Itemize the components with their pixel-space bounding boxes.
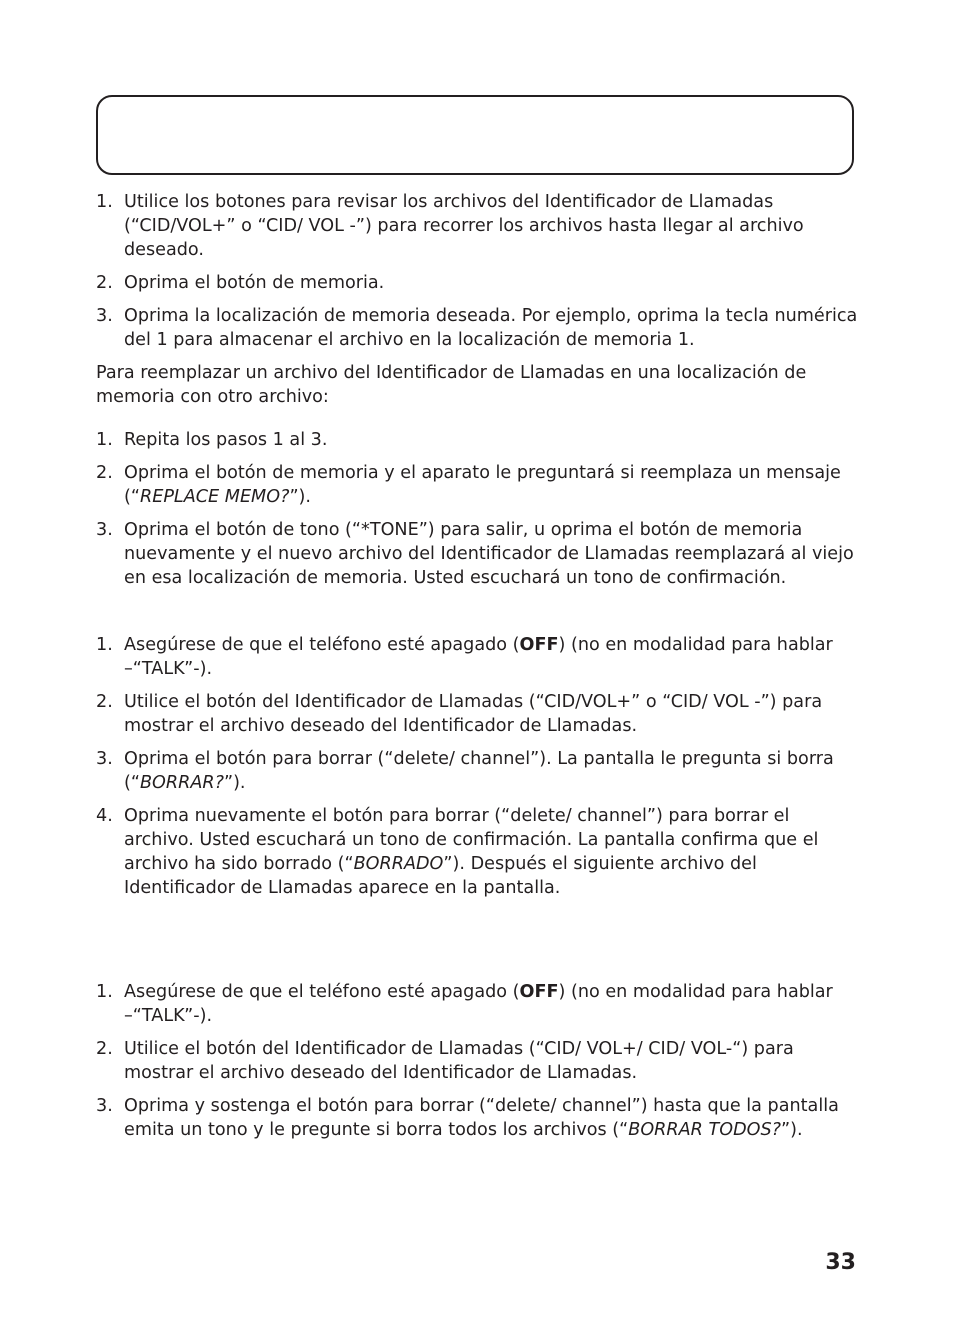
store-steps-list <box>96 190 858 352</box>
list-item <box>96 804 858 900</box>
list-item <box>96 461 858 509</box>
step-text-end: ”). <box>289 487 312 507</box>
list-item <box>96 747 858 795</box>
step-number: 3. <box>96 1096 113 1116</box>
step-number: 1. <box>96 982 113 1002</box>
step-number: 2. <box>96 1039 113 1059</box>
step-text: Oprima el botón de memoria. <box>124 273 385 293</box>
step-number: 2. <box>96 273 113 293</box>
step-number: 1. <box>96 192 113 212</box>
step-text: Oprima el botón de tono (“*TONE”) para salir, u oprima el botón de memoria nuevamente y el nuevo archivo del Identificador de Llamadas reemplazará al viejo en esa localización de memoria. Usted escuchará un tono de confirmación. <box>124 520 854 588</box>
display-message: BORRADO <box>353 854 444 874</box>
list-item <box>96 1037 858 1085</box>
display-message: REPLACE MEMO? <box>139 487 290 507</box>
list-item <box>96 633 858 681</box>
step-text: Utilice el botón del Identificador de Llamadas (“CID/VOL+” o “CID/ VOL -”) para mostrar el archivo deseado del Identificador de Llamadas. <box>124 692 823 736</box>
step-number: 4. <box>96 806 113 826</box>
list-item <box>96 980 858 1028</box>
display-message: BORRAR TODOS? <box>628 1120 781 1140</box>
list-item <box>96 190 858 262</box>
list-item <box>96 690 858 738</box>
step-text-end: ) (no en modalidad para hablar –“TALK”-). <box>124 635 833 679</box>
step-number: 3. <box>96 306 113 326</box>
display-message: BORRAR? <box>139 773 224 793</box>
section-gap <box>96 909 858 980</box>
page-content <box>96 190 858 1151</box>
step-number: 2. <box>96 463 113 483</box>
off-label: OFF <box>519 982 559 1002</box>
step-number: 3. <box>96 749 113 769</box>
step-text: Repita los pasos 1 al 3. <box>124 430 328 450</box>
step-text-end: ”). Después el siguiente archivo del Identificador de Llamadas aparece en la pantalla. <box>124 854 757 898</box>
step-number: 3. <box>96 520 113 540</box>
header-box <box>96 95 854 175</box>
page-number: 33 <box>825 1250 856 1275</box>
list-item <box>96 428 858 452</box>
step-number: 1. <box>96 430 113 450</box>
step-text: Utilice los botones para revisar los archivos del Identificador de Llamadas (“CID/VOL+” o “CID/ VOL -”) para recorrer los archivos hasta llegar al archivo deseado. <box>124 192 804 260</box>
step-text: Oprima la localización de memoria deseada. Por ejemplo, oprima la tecla numérica del 1 para almacenar el archivo en la localización de memoria 1. <box>124 306 858 350</box>
step-text-end: ) (no en modalidad para hablar –“TALK”-). <box>124 982 833 1026</box>
step-text-start: Asegúrese de que el teléfono esté apagado ( <box>124 635 520 655</box>
step-text-end: ”). <box>780 1120 803 1140</box>
off-label: OFF <box>519 635 559 655</box>
step-text-end: ”). <box>223 773 246 793</box>
step-text-start: Oprima el botón para borrar (“delete/ channel”). La pantalla le pregunta si borra (“ <box>124 749 834 793</box>
step-text-start: Oprima y sostenga el botón para borrar (“delete/ channel”) hasta que la pantalla emita un tono y le pregunte si borra todos los archivos (“ <box>124 1096 839 1140</box>
step-number: 2. <box>96 692 113 712</box>
step-text: Utilice el botón del Identificador de Llamadas (“CID/ VOL+/ CID/ VOL-“) para mostrar el archivo deseado del Identificador de Llamadas. <box>124 1039 794 1083</box>
step-text-start: Asegúrese de que el teléfono esté apagado ( <box>124 982 520 1002</box>
list-item <box>96 518 858 590</box>
replace-intro-paragraph: Para reemplazar un archivo del Identificador de Llamadas en una localización de memoria con otro archivo: <box>96 363 807 407</box>
section-gap <box>96 599 858 633</box>
step-text-start: Oprima nuevamente el botón para borrar (“delete/ channel”) para borrar el archivo. Usted escuchará un tono de confirmación. La pantalla confirma que el archivo ha sido borrado (“ <box>124 806 819 874</box>
delete-steps-list <box>96 633 858 900</box>
step-number: 1. <box>96 635 113 655</box>
list-item <box>96 1094 858 1142</box>
list-item <box>96 304 858 352</box>
list-item <box>96 271 858 295</box>
step-text-start: Oprima el botón de memoria y el aparato le preguntará si reemplaza un mensaje (“ <box>124 463 841 507</box>
replace-steps-list <box>96 428 858 590</box>
delete-all-steps-list <box>96 980 858 1142</box>
